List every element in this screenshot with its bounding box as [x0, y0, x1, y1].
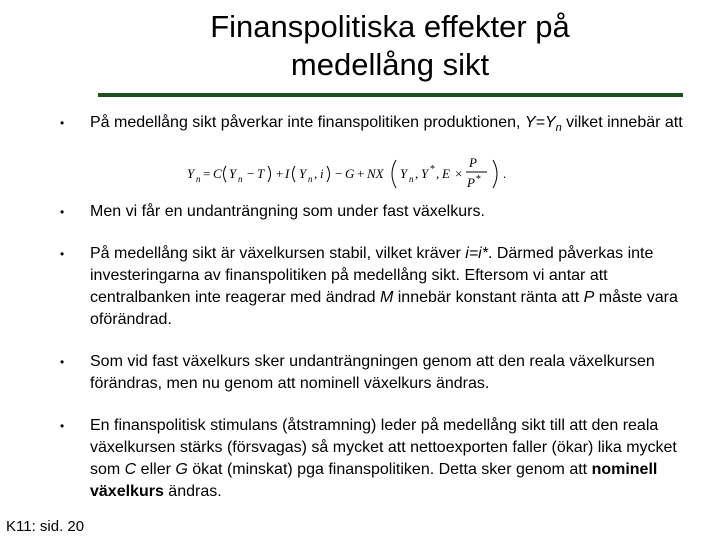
eq-C: C: [213, 166, 222, 181]
bullet-subscript: n: [555, 122, 562, 135]
eq-G: G: [345, 166, 355, 181]
eq-minus: −: [247, 166, 255, 181]
slide-title: [100, 8, 680, 84]
eq-comma: ,: [415, 166, 419, 181]
bullet-text: ändras.: [163, 483, 222, 501]
bullet-text: måste vara oförändrad.: [90, 289, 678, 329]
bullet-text: innebär konstant ränta att: [393, 289, 584, 307]
bullet-bold: nominell växelkurs: [90, 461, 658, 501]
eq-equals: =: [203, 166, 211, 181]
eq-comma: ,: [314, 166, 318, 181]
bullet-text: På medellång sikt påverkar inte finanspolitiken produktionen,: [90, 114, 525, 131]
eq-times: ×: [455, 166, 463, 181]
bullet-formula: M: [379, 289, 394, 307]
bullet-formula: C: [124, 461, 137, 479]
bullet-dot: •: [60, 419, 65, 434]
eq-paren-close: [493, 160, 497, 188]
eq-Y: Y: [400, 166, 408, 181]
eq-plus: +: [357, 166, 365, 181]
bullet-text: ökat (minskat) pga finanspolitiken. Detta sker genom att: [187, 461, 592, 479]
eq-NX: NX: [367, 166, 384, 181]
eq-paren-open: [224, 166, 227, 182]
bullet-formula: Y=Y: [524, 114, 556, 131]
page-number: K11: sid. 20: [6, 518, 85, 535]
bullet-formula: P: [583, 289, 595, 307]
eq-sub-n: n: [308, 174, 313, 184]
eq-I: I: [285, 166, 290, 181]
bullet-text: vilket innebär att: [561, 114, 683, 131]
eq-i: i: [320, 166, 324, 181]
eq-paren-close: [327, 166, 330, 182]
eq-paren-open: [392, 160, 396, 188]
bullet-item-2: [58, 201, 688, 223]
eq-sub-n: n: [196, 174, 201, 184]
bullet-dot: •: [60, 116, 65, 130]
bullet-text: Som vid fast växelkurs sker undanträngningen genom att den reala växelkursen förändras, men nu genom att nominell växelkurs ändras.: [90, 353, 655, 393]
eq-Y: Y: [299, 166, 307, 181]
eq-frac-num: P: [469, 155, 477, 170]
eq-sub-n: n: [238, 174, 243, 184]
eq-comma: ,: [436, 166, 440, 181]
eq-E: E: [442, 166, 450, 181]
bullet-text: Men vi får en undanträngning som under fast växelkurs.: [90, 203, 485, 221]
bullet-item-5: [58, 415, 688, 503]
eq-frac-den: P: [467, 175, 475, 190]
bullet-text: . Därmed påverkas inte investeringarna av finanspolitiken på medellång sikt. Eftersom vi antar att centralbanken inte reagerar med ändrad: [90, 245, 654, 307]
eq-period: .: [503, 166, 507, 181]
eq-star: *: [476, 174, 481, 185]
bullet-dot: •: [60, 205, 65, 220]
bullet-text: En finanspolitisk stimulans (åtstramning) leder på medellång sikt till att den reala växelkursen stärks (försvagas) så mycket att nettoexporten faller (ökar) lika mycket som: [90, 417, 677, 479]
eq-Y: Y: [229, 166, 237, 181]
bullet-text: På medellång sikt är växelkursen stabil, vilket kräver: [90, 245, 466, 263]
title-divider: [98, 93, 683, 97]
bullet-dot: •: [60, 247, 65, 262]
bullet-formula: G: [175, 461, 188, 479]
eq-sub-n: n: [409, 174, 414, 184]
eq-Y: Y: [187, 166, 195, 181]
bullet-text: eller: [136, 461, 176, 479]
eq-plus: +: [276, 166, 284, 181]
bullet-formula: i=i*: [465, 245, 488, 263]
eq-paren-close: [268, 166, 271, 182]
bullet-item-4: [58, 351, 688, 395]
eq-minus: −: [335, 166, 343, 181]
bullet-item-3: [58, 243, 688, 331]
title-line-2: medellång sikt: [290, 47, 490, 82]
title-line-1: Finanspolitiska effekter på: [210, 9, 570, 44]
equation: [185, 152, 525, 194]
eq-T: T: [257, 166, 265, 181]
eq-star: *: [430, 164, 435, 175]
equation-svg: [185, 152, 525, 194]
bullet-dot: •: [60, 355, 65, 370]
eq-paren-open: [293, 166, 296, 182]
eq-Ystar: Y: [421, 166, 429, 181]
bullet-item-1: [58, 112, 688, 139]
